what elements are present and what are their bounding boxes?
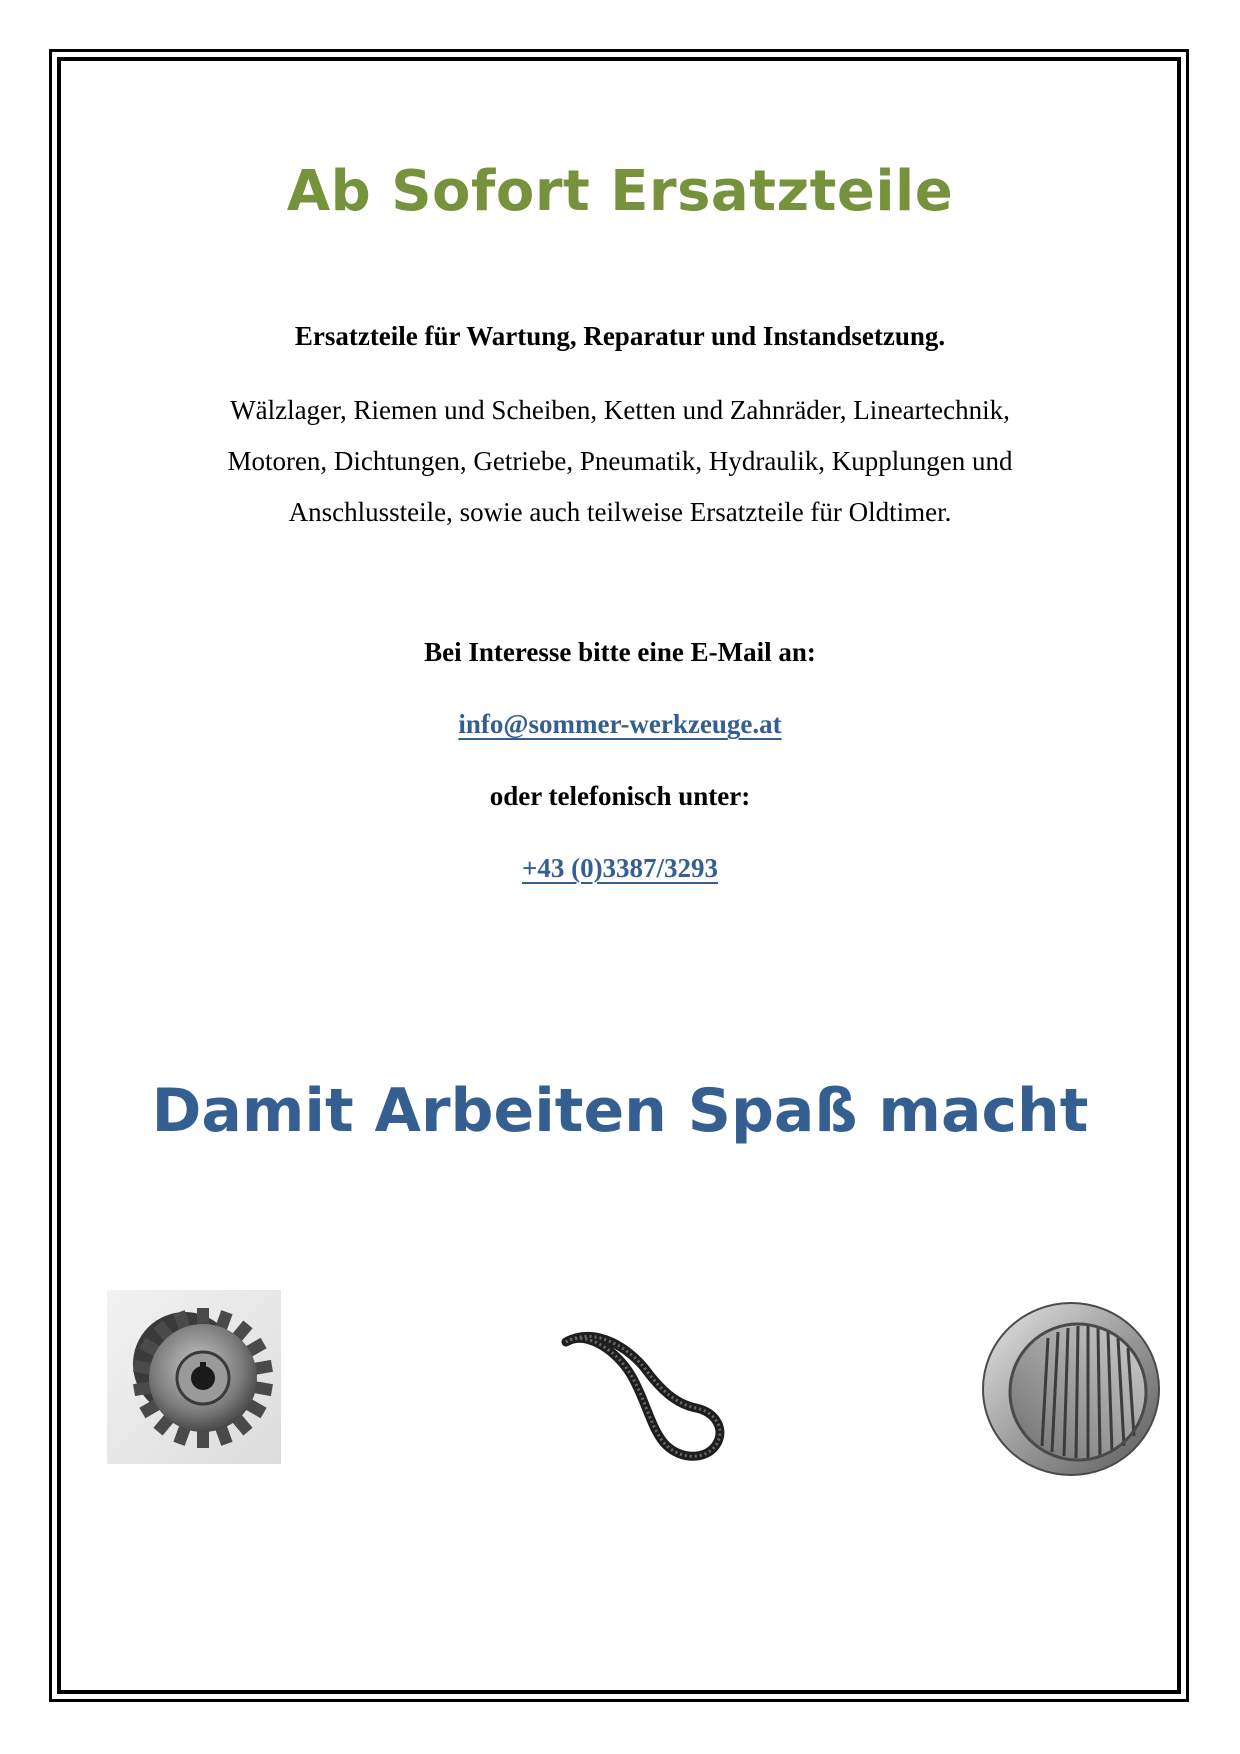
phone-row (0, 850, 1240, 886)
interest-label: Bei Interesse bitte eine E-Mail an: (424, 637, 816, 667)
intro-line: Motoren, Dichtungen, Getriebe, Pneumatik, Hydraulik, Kupplungen und (227, 446, 1013, 476)
phone-label: oder telefonisch unter: (489, 781, 751, 811)
intro-body (160, 385, 1080, 538)
intro-line: Anschlussteile, sowie auch teilweise Ersatzteile für Oldtimer. (288, 497, 952, 527)
intro-subtitle: Ersatzteile für Wartung, Reparatur und Instandsetzung. (294, 321, 946, 351)
email-row (0, 706, 1240, 742)
phone-link[interactable]: +43 (0)3387/3293 (521, 853, 719, 883)
timing-belt-icon (556, 1320, 736, 1470)
gear-icon (107, 1290, 281, 1464)
page-title: Ab Sofort Ersatzteile (286, 159, 954, 224)
email-link[interactable]: info@sommer-werkzeuge.at (458, 709, 782, 739)
slogan: Damit Arbeiten Spaß macht (151, 1076, 1089, 1146)
needle-bearing-icon (978, 1298, 1164, 1480)
intro-line: Wälzlager, Riemen und Scheiben, Ketten und Zahnräder, Lineartechnik, (230, 395, 1010, 425)
